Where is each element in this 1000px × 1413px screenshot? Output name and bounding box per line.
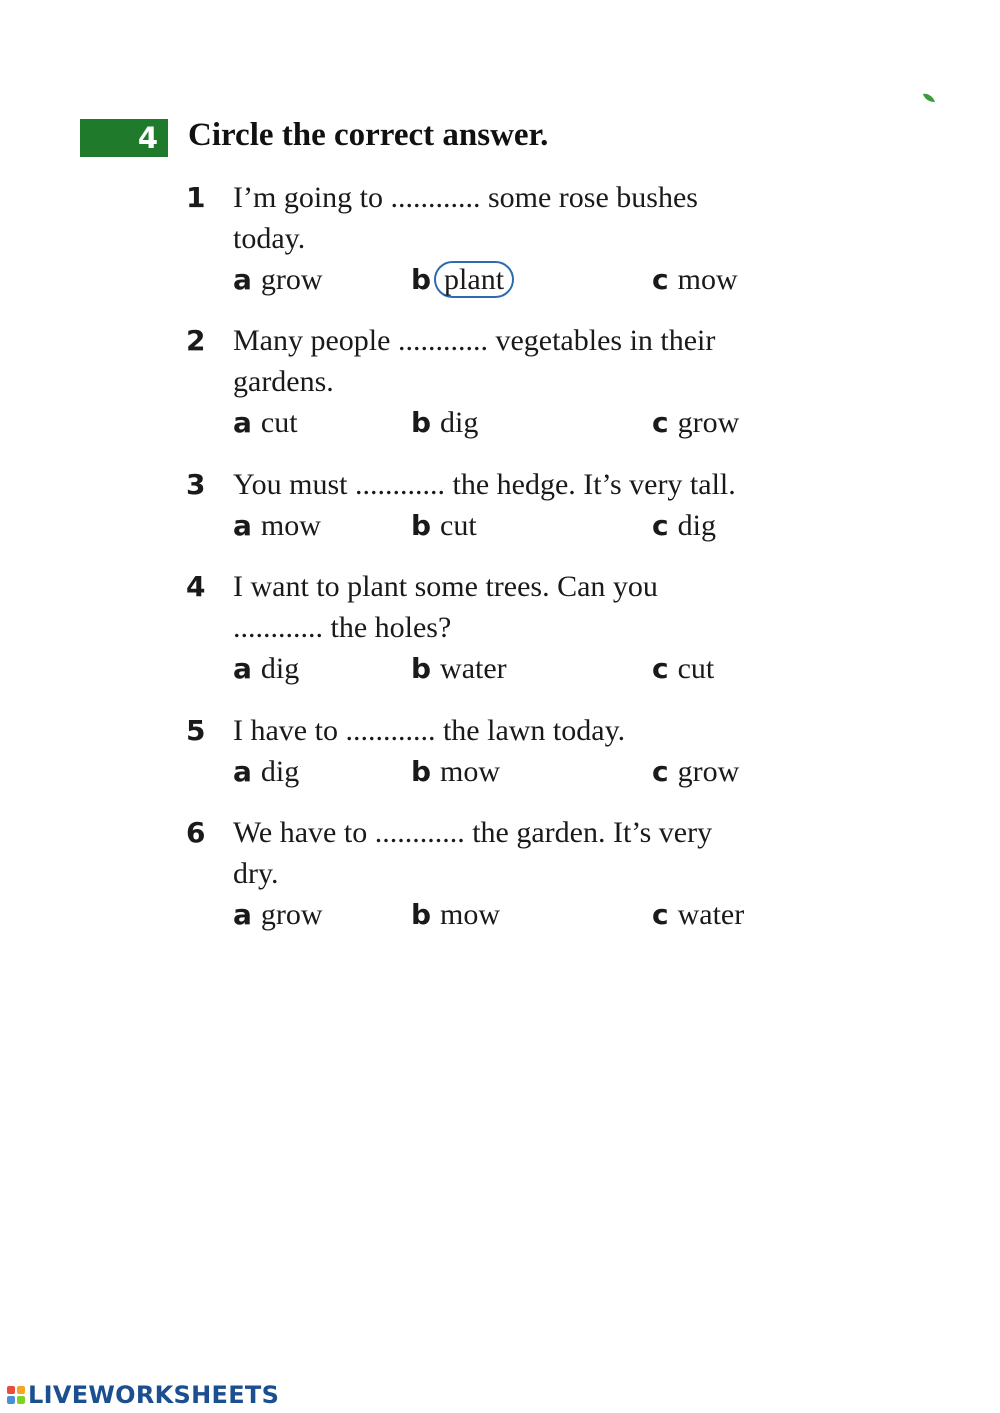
exercise-instruction: Circle the correct answer.	[188, 117, 549, 153]
question	[186, 464, 906, 547]
question-text: I’m going to ............ some rose bushes	[233, 181, 698, 214]
question	[186, 710, 906, 793]
answer-options	[186, 259, 906, 301]
option-c[interactable]: c grow	[652, 406, 740, 439]
answer-options	[186, 402, 906, 444]
answer-options	[186, 505, 906, 547]
question-text: I want to plant some trees. Can you	[233, 570, 658, 603]
question	[186, 566, 906, 690]
option-c[interactable]: c cut	[652, 652, 715, 685]
option-b[interactable]: b mow	[411, 898, 501, 931]
question-text: Many people ............ vegetables in their	[233, 324, 716, 357]
question-number: 1	[186, 181, 206, 214]
option-a[interactable]: a grow	[233, 263, 323, 296]
leaf-icon	[922, 92, 936, 104]
option-a[interactable]: a mow	[233, 509, 321, 542]
option-b[interactable]: b dig	[411, 406, 479, 439]
question-number: 6	[186, 816, 206, 849]
question	[186, 320, 906, 444]
option-a[interactable]: a dig	[233, 652, 300, 685]
question	[186, 177, 906, 301]
question-text: You must ............ the hedge. It’s very tall.	[233, 468, 736, 501]
question-text: gardens.	[233, 365, 334, 398]
option-c[interactable]: c dig	[652, 509, 716, 542]
question-number: 4	[186, 570, 206, 603]
question-text: today.	[233, 222, 306, 255]
question-number: 5	[186, 714, 206, 747]
question	[186, 812, 906, 936]
question-text: I have to ............ the lawn today.	[233, 714, 626, 747]
option-b[interactable]: b water	[411, 652, 507, 685]
footer-brand[interactable]	[6, 1381, 279, 1409]
liveworksheets-logo-icon	[6, 1385, 26, 1405]
question-number: 2	[186, 324, 206, 357]
answer-options	[186, 751, 906, 793]
question-number: 3	[186, 468, 206, 501]
option-a[interactable]: a grow	[233, 898, 323, 931]
answer-options	[186, 648, 906, 690]
circled-answer: plant	[434, 261, 514, 298]
option-a[interactable]: a cut	[233, 406, 298, 439]
option-a[interactable]: a dig	[233, 755, 300, 788]
option-c[interactable]: c water	[652, 898, 745, 931]
option-b[interactable]: b mow	[411, 755, 501, 788]
option-b[interactable]: b plant	[411, 259, 514, 301]
brand-name: LIVEWORKSHEETS	[28, 1381, 280, 1409]
question-text: dry.	[233, 857, 279, 890]
question-text: ............ the holes?	[233, 611, 452, 644]
question-text: We have to ............ the garden. It’s very	[233, 816, 713, 849]
exercise-number: 4	[137, 121, 158, 155]
exercise-number-badge	[80, 119, 168, 157]
option-b[interactable]: b cut	[411, 509, 477, 542]
answer-options	[186, 894, 906, 936]
option-c[interactable]: c mow	[652, 263, 738, 296]
option-c[interactable]: c grow	[652, 755, 740, 788]
